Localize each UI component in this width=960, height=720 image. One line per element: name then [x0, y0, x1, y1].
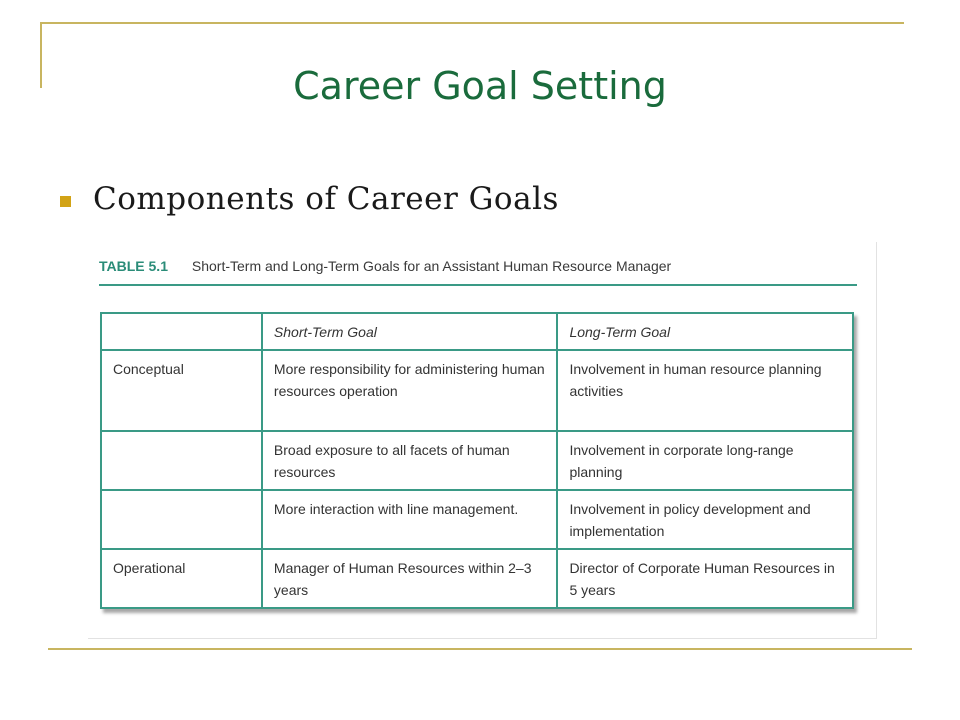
header-long-term: Long-Term Goal	[557, 313, 853, 350]
table-row	[101, 490, 853, 549]
slide-title: Career Goal Setting	[293, 64, 667, 108]
table-row	[101, 350, 853, 431]
square-bullet-icon	[60, 196, 71, 207]
goals-table	[100, 312, 854, 609]
frame-bottom-line	[48, 648, 912, 650]
row-category	[101, 431, 262, 490]
frame-top-line	[40, 22, 904, 24]
row-long-term: Involvement in human resource planning activities	[557, 350, 853, 431]
figure-description: Short-Term and Long-Term Goals for an Assistant Human Resource Manager	[191, 258, 672, 274]
row-long-term: Involvement in policy development and implementation	[557, 490, 853, 549]
row-category	[101, 490, 262, 549]
row-short-term: More responsibility for administering human resources operation	[262, 350, 558, 431]
table-row	[101, 431, 853, 490]
table-row	[101, 549, 853, 608]
figure-caption	[99, 258, 857, 286]
header-category	[101, 313, 262, 350]
row-short-term: Manager of Human Resources within 2–3 years	[262, 549, 558, 608]
bullet-text: Components of Career Goals	[93, 181, 559, 217]
row-long-term: Director of Corporate Human Resources in 5 years	[557, 549, 853, 608]
figure-label: TABLE 5.1	[99, 258, 168, 274]
bullet-item	[60, 174, 559, 224]
table-figure	[88, 242, 877, 639]
row-long-term: Involvement in corporate long-range planning	[557, 431, 853, 490]
table-header-row	[101, 313, 853, 350]
row-category: Operational	[101, 549, 262, 608]
header-short-term: Short-Term Goal	[262, 313, 558, 350]
row-short-term: More interaction with line management.	[262, 490, 558, 549]
row-short-term: Broad exposure to all facets of human resources	[262, 431, 558, 490]
row-category: Conceptual	[101, 350, 262, 431]
